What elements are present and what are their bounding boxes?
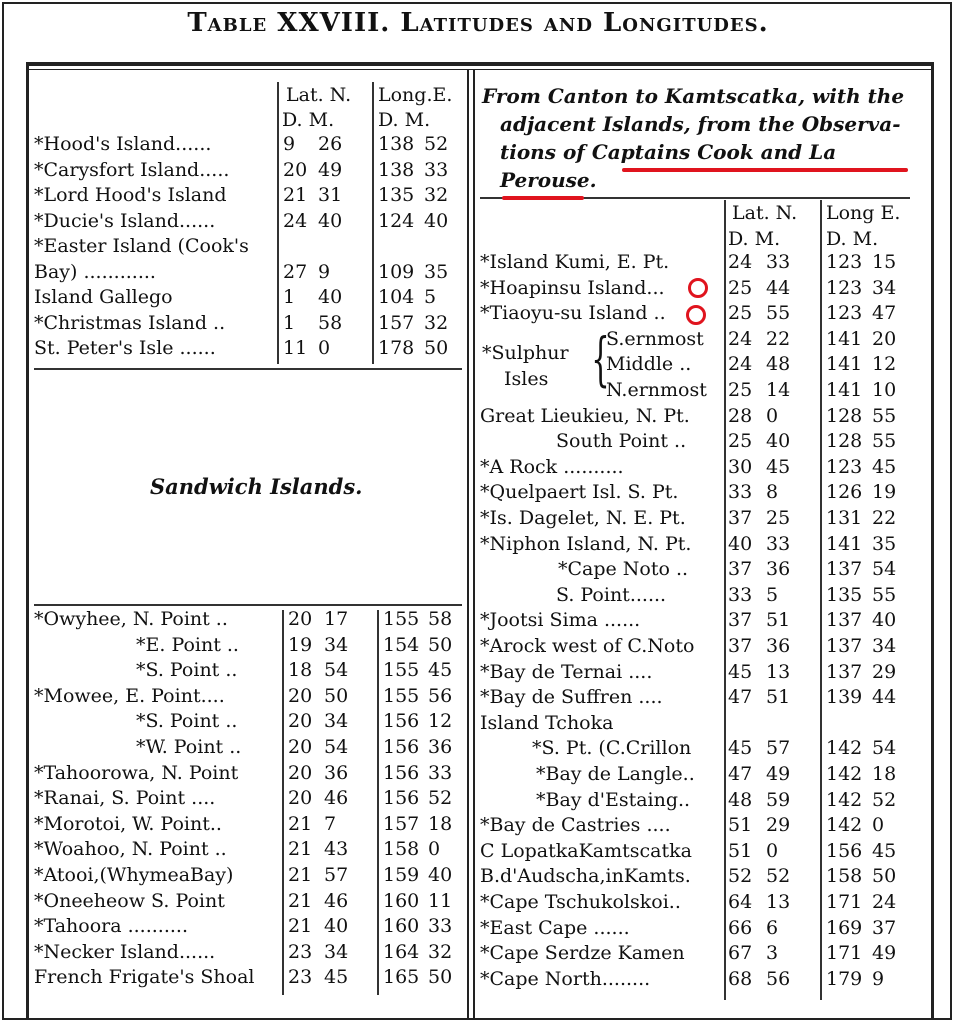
left-lat-header: Lat. N.	[286, 84, 352, 106]
row-long-min: 24	[872, 891, 897, 913]
row-long-min: 44	[872, 686, 897, 709]
row-long-deg: 171	[826, 891, 863, 913]
row-lat-min: 51	[766, 686, 791, 709]
row-long-min: 50	[424, 337, 449, 359]
row-name: *East Cape ......	[480, 916, 630, 939]
row-lat-deg: 37	[728, 609, 753, 632]
row-lat-min: 46	[324, 787, 349, 810]
row-lat-deg: 47	[728, 686, 753, 709]
row-lat-min: 34	[324, 710, 349, 733]
row-name: *Morotoi, W. Point..	[34, 812, 222, 835]
row-long-deg: 137	[826, 660, 863, 683]
center-divider-inner	[473, 70, 475, 1020]
row-lat-min: 0	[766, 839, 779, 862]
row-name: Bay) ............	[34, 260, 156, 283]
left-long-header: Long.E.	[378, 84, 453, 106]
row-long-min: 12	[428, 710, 453, 733]
row-name: *Bay de Suffren ....	[480, 686, 663, 709]
row-long-min: 34	[872, 635, 897, 657]
row-name: *Arock west of C.Noto	[480, 635, 695, 657]
row-lat-deg: 1	[283, 286, 296, 308]
row-long-deg: 160	[383, 915, 420, 938]
row-lat-deg: 33	[728, 583, 753, 606]
row-long-min: 45	[428, 659, 453, 682]
row-long-deg: 104	[378, 286, 415, 308]
row-lat-min: 40	[318, 286, 343, 308]
row-long-min: 54	[872, 558, 897, 581]
row-lat-min: 52	[766, 865, 791, 888]
row-name: *Bay de Ternai ....	[480, 660, 653, 683]
section-title-sandwich: Sandwich Islands.	[150, 474, 363, 499]
caption-line-1: From Canton to Kamtscatka, with the	[482, 84, 905, 108]
left-bottom-section-rule	[34, 604, 462, 606]
group-brace-icon: {	[591, 325, 610, 393]
row-name: *Ranai, S. Point ....	[34, 787, 216, 810]
row-long-deg: 141	[826, 353, 863, 376]
row-long-deg: 123	[826, 455, 863, 478]
row-lat-min: 45	[324, 966, 349, 989]
row-name: *Tahoorowa, N. Point	[34, 761, 239, 784]
left-long-rule-lower	[377, 610, 379, 995]
row-lat-min: 36	[324, 761, 349, 784]
row-lat-deg: 21	[288, 838, 313, 861]
row-long-min: 35	[872, 532, 897, 555]
row-long-deg: 155	[383, 608, 420, 630]
row-lat-deg: 21	[288, 864, 313, 886]
row-name: *S. Point ..	[136, 710, 238, 733]
row-lat-deg: 24	[728, 353, 753, 376]
row-long-deg: 165	[383, 966, 420, 989]
row-long-min: 55	[872, 583, 897, 606]
row-name: *E. Point ..	[136, 633, 239, 656]
row-lat-min: 25	[766, 507, 791, 529]
row-lat-min: 57	[766, 737, 791, 760]
row-lat-min: 56	[766, 967, 791, 990]
row-lat-min: 55	[766, 302, 791, 325]
row-lat-min: 6	[766, 916, 779, 939]
row-lat-min: 17	[324, 608, 349, 630]
row-lat-min: 40	[766, 430, 791, 453]
row-long-min: 33	[428, 761, 453, 784]
row-long-deg: 123	[826, 302, 863, 325]
row-lat-min: 0	[318, 337, 331, 359]
row-name: *Is. Dagelet, N. E. Pt.	[480, 507, 686, 529]
row-name: *Atooi,(WhymeaBay)	[34, 864, 234, 886]
row-name: Island Gallego	[34, 286, 173, 308]
row-long-min: 50	[872, 865, 897, 888]
row-lat-deg: 67	[728, 942, 753, 965]
red-circle-hoapinsu	[688, 278, 708, 298]
row-lat-deg: 19	[288, 633, 313, 656]
row-long-min: 32	[424, 311, 449, 334]
row-lat-deg: 25	[728, 276, 753, 299]
row-name: *Christmas Island ..	[34, 311, 226, 334]
row-long-deg: 123	[826, 251, 863, 273]
right-dm-header-2: D. M.	[826, 228, 879, 250]
row-long-deg: 142	[826, 814, 863, 837]
row-long-min: 52	[428, 787, 453, 810]
row-long-min: 15	[872, 251, 897, 273]
left-lat-rule-lower	[282, 610, 284, 995]
row-long-deg: 141	[826, 532, 863, 555]
caption-line-4: Perouse.	[500, 168, 597, 192]
row-long-deg: 135	[826, 583, 863, 606]
row-lat-min: 54	[324, 736, 349, 758]
right-long-header: Long E.	[826, 202, 901, 224]
row-long-deg: 155	[383, 684, 420, 707]
row-name: *S. Pt. (C.Crillon	[532, 737, 692, 760]
row-name: *Carysfort Island.....	[34, 158, 230, 181]
row-long-deg: 157	[383, 812, 420, 835]
row-lat-deg: 18	[288, 659, 313, 682]
red-underline-captains	[622, 168, 908, 172]
row-long-min: 0	[872, 814, 885, 837]
row-name: *Hoapinsu Island...	[480, 276, 665, 299]
row-lat-deg: 37	[728, 558, 753, 581]
row-name: S.ernmost	[606, 327, 704, 350]
row-long-min: 56	[428, 684, 453, 707]
row-long-min: 50	[428, 633, 453, 656]
row-lat-deg: 40	[728, 532, 753, 555]
row-lat-deg: 25	[728, 302, 753, 325]
row-name: *Bay de Castries ....	[480, 814, 671, 837]
row-long-deg: 139	[826, 686, 863, 709]
left-lat-rule	[277, 82, 279, 364]
row-lat-min: 33	[766, 532, 791, 555]
row-long-deg: 141	[826, 327, 863, 350]
row-long-deg: 156	[383, 736, 420, 758]
row-name: *Quelpaert Isl. S. Pt.	[480, 481, 679, 504]
row-long-min: 9	[872, 967, 885, 990]
row-lat-deg: 33	[728, 481, 753, 504]
row-lat-min: 49	[766, 763, 791, 785]
row-name: *Ducie's Island......	[34, 209, 216, 232]
row-name: *Woahoo, N. Point ..	[34, 838, 227, 861]
row-name: *Mowee, E. Point....	[34, 684, 225, 707]
row-long-min: 5	[424, 286, 437, 308]
row-lat-min: 22	[766, 327, 791, 350]
left-dm-header-2: D. M.	[378, 109, 431, 131]
row-lat-min: 8	[766, 481, 779, 504]
row-long-deg: 179	[826, 967, 863, 990]
row-long-deg: 137	[826, 558, 863, 581]
row-long-min: 45	[872, 839, 897, 862]
row-name: *W. Point ..	[136, 736, 242, 758]
row-lat-min: 9	[318, 260, 331, 283]
row-lat-min: 0	[766, 404, 779, 427]
row-lat-min: 34	[324, 940, 349, 963]
row-long-deg: 138	[378, 158, 415, 181]
row-name: Island Tchoka	[480, 711, 614, 734]
row-long-deg: 109	[378, 260, 415, 283]
row-lat-min: 3	[766, 942, 779, 965]
row-name: C LopatkaKamtscatka	[480, 839, 692, 862]
row-lat-deg: 21	[283, 184, 308, 206]
row-lat-deg: 47	[728, 763, 753, 785]
row-long-deg: 138	[378, 133, 415, 155]
row-lat-min: 31	[318, 184, 343, 206]
caption-line-2: adjacent Islands, from the Observa-	[500, 112, 901, 136]
row-lat-min: 7	[324, 812, 337, 835]
row-lat-min: 54	[324, 659, 349, 682]
row-long-min: 33	[424, 158, 449, 181]
row-long-min: 40	[424, 209, 449, 232]
row-long-min: 55	[872, 404, 897, 427]
row-lat-deg: 48	[728, 788, 753, 811]
row-long-deg: 171	[826, 942, 863, 965]
row-name: *Tiaoyu-su Island ..	[480, 302, 666, 325]
row-lat-min: 40	[324, 915, 349, 938]
row-long-min: 11	[428, 889, 453, 912]
row-long-deg: 155	[383, 659, 420, 682]
center-divider	[467, 70, 469, 1020]
row-long-min: 18	[428, 812, 453, 835]
row-lat-min: 43	[324, 838, 349, 861]
row-long-deg: 141	[826, 379, 863, 401]
row-name: *A Rock ..........	[480, 455, 624, 478]
row-long-min: 12	[872, 353, 897, 376]
row-lat-deg: 20	[283, 158, 308, 181]
row-long-min: 10	[872, 379, 897, 401]
row-name: B.d'Audscha,inKamts.	[480, 865, 691, 888]
left-top-section-rule	[34, 368, 462, 370]
row-name: *Bay de Langle..	[536, 763, 695, 785]
row-lat-deg: 23	[288, 940, 313, 963]
right-lat-rule	[724, 200, 726, 1000]
row-long-min: 45	[872, 455, 897, 478]
row-lat-min: 33	[766, 251, 791, 273]
row-lat-min: 45	[766, 455, 791, 478]
row-long-min: 36	[428, 736, 453, 758]
row-long-min: 52	[424, 133, 449, 155]
row-long-min: 40	[428, 864, 453, 886]
row-name: *Cape Noto ..	[558, 558, 689, 581]
row-lat-deg: 51	[728, 814, 753, 837]
row-long-deg: 142	[826, 788, 863, 811]
row-lat-deg: 24	[283, 209, 308, 232]
row-lat-deg: 1	[283, 311, 296, 334]
row-long-deg: 154	[383, 633, 420, 656]
row-lat-min: 59	[766, 788, 791, 811]
row-long-min: 33	[428, 915, 453, 938]
row-lat-min: 14	[766, 379, 791, 401]
row-long-deg: 156	[383, 787, 420, 810]
row-name: *Cape Tschukolskoi..	[480, 891, 681, 913]
row-lat-min: 44	[766, 276, 791, 299]
row-long-min: 55	[872, 430, 897, 453]
row-long-deg: 131	[826, 507, 863, 529]
row-lat-deg: 9	[283, 133, 296, 155]
row-lat-deg: 45	[728, 737, 753, 760]
row-lat-min: 58	[318, 311, 343, 334]
caption-line-3: tions of Captains Cook and La	[500, 140, 837, 164]
row-lat-deg: 24	[728, 251, 753, 273]
row-lat-deg: 20	[288, 761, 313, 784]
red-underline-perouse	[502, 196, 584, 200]
row-long-deg: 169	[826, 916, 863, 939]
row-name: *Tahoora ..........	[34, 915, 188, 938]
row-name: *Owyhee, N. Point ..	[34, 608, 228, 630]
sulphur-label: *Sulphur	[482, 342, 569, 364]
row-long-deg: 137	[826, 635, 863, 657]
row-lat-deg: 21	[288, 812, 313, 835]
row-lat-deg: 51	[728, 839, 753, 862]
row-lat-min: 48	[766, 353, 791, 376]
row-long-deg: 142	[826, 763, 863, 785]
row-name: *Cape Serdze Kamen	[480, 942, 685, 965]
row-long-deg: 124	[378, 209, 415, 232]
row-long-deg: 156	[826, 839, 863, 862]
row-lat-min: 26	[318, 133, 343, 155]
red-circle-tiaoyu	[686, 305, 706, 325]
row-lat-deg: 37	[728, 507, 753, 529]
row-lat-deg: 52	[728, 865, 753, 888]
row-name: *Easter Island (Cook's	[34, 235, 249, 257]
row-long-deg: 123	[826, 276, 863, 299]
row-lat-min: 36	[766, 558, 791, 581]
row-lat-min: 29	[766, 814, 791, 837]
right-lat-header: Lat. N.	[732, 202, 798, 224]
row-lat-min: 13	[766, 660, 791, 683]
row-lat-deg: 25	[728, 430, 753, 453]
row-lat-min: 46	[324, 889, 349, 912]
row-lat-deg: 20	[288, 787, 313, 810]
row-long-min: 20	[872, 327, 897, 350]
row-lat-deg: 24	[728, 327, 753, 350]
row-name: *Bay d'Estaing..	[536, 788, 691, 811]
row-lat-deg: 20	[288, 608, 313, 630]
row-name: *Necker Island......	[34, 940, 216, 963]
left-dm-header-1: D. M.	[282, 109, 335, 131]
row-lat-deg: 68	[728, 967, 753, 990]
row-name: *Island Kumi, E. Pt.	[480, 251, 670, 273]
row-long-deg: 178	[378, 337, 415, 359]
row-long-deg: 159	[383, 864, 420, 886]
right-long-rule	[820, 200, 822, 1000]
row-long-deg: 142	[826, 737, 863, 760]
row-long-min: 29	[872, 660, 897, 683]
row-name: Middle ..	[606, 353, 692, 376]
row-lat-deg: 28	[728, 404, 753, 427]
row-long-deg: 135	[378, 184, 415, 206]
row-lat-deg: 11	[283, 337, 308, 359]
row-long-deg: 158	[826, 865, 863, 888]
row-long-deg: 164	[383, 940, 420, 963]
row-long-deg: 158	[383, 838, 420, 861]
row-name: *Jootsi Sima ......	[480, 609, 641, 632]
row-lat-deg: 30	[728, 455, 753, 478]
row-long-min: 50	[428, 966, 453, 989]
row-long-min: 52	[872, 788, 897, 811]
row-name: S. Point......	[556, 583, 667, 606]
row-name: Great Lieukieu, N. Pt.	[480, 404, 690, 427]
row-name: N.ernmost	[606, 379, 707, 401]
row-lat-deg: 20	[288, 736, 313, 758]
row-long-min: 54	[872, 737, 897, 760]
row-long-deg: 156	[383, 710, 420, 733]
row-lat-deg: 37	[728, 635, 753, 657]
row-name: *Cape North........	[480, 967, 651, 990]
row-long-deg: 128	[826, 404, 863, 427]
row-name: *S. Point ..	[136, 659, 238, 682]
row-name: *Oneeheow S. Point	[34, 889, 225, 912]
row-long-deg: 137	[826, 609, 863, 632]
row-name: St. Peter's Isle ......	[34, 337, 216, 359]
row-lat-min: 5	[766, 583, 779, 606]
page-title: Table XXVIII. Latitudes and Longitudes.	[187, 8, 769, 38]
row-lat-min: 13	[766, 891, 791, 913]
row-long-deg: 126	[826, 481, 863, 504]
row-long-min: 49	[872, 942, 897, 965]
row-lat-min: 49	[318, 158, 343, 181]
row-lat-deg: 27	[283, 260, 308, 283]
row-name: *Lord Hood's Island	[34, 184, 227, 206]
row-long-min: 34	[872, 276, 897, 299]
row-long-min: 22	[872, 507, 897, 529]
row-name: *Niphon Island, N. Pt.	[480, 532, 692, 555]
row-lat-min: 57	[324, 864, 349, 886]
row-lat-deg: 21	[288, 889, 313, 912]
row-lat-min: 51	[766, 609, 791, 632]
row-long-min: 37	[872, 916, 897, 939]
row-lat-min: 36	[766, 635, 791, 657]
row-lat-min: 50	[324, 684, 349, 707]
row-name: *Hood's Island......	[34, 133, 212, 155]
row-lat-deg: 23	[288, 966, 313, 989]
row-lat-deg: 45	[728, 660, 753, 683]
row-lat-deg: 25	[728, 379, 753, 401]
row-long-min: 18	[872, 763, 897, 785]
row-long-min: 40	[872, 609, 897, 632]
row-lat-deg: 20	[288, 710, 313, 733]
row-long-deg: 160	[383, 889, 420, 912]
row-lat-deg: 66	[728, 916, 753, 939]
row-long-min: 0	[428, 838, 441, 861]
right-dm-header-1: D. M.	[728, 228, 781, 250]
row-long-deg: 156	[383, 761, 420, 784]
row-long-deg: 128	[826, 430, 863, 453]
row-lat-min: 40	[318, 209, 343, 232]
row-long-min: 47	[872, 302, 897, 325]
isles-label: Isles	[504, 368, 549, 390]
row-long-deg: 157	[378, 311, 415, 334]
left-long-rule	[372, 82, 374, 364]
row-lat-deg: 20	[288, 684, 313, 707]
row-lat-deg: 64	[728, 891, 753, 913]
row-lat-min: 34	[324, 633, 349, 656]
row-name: French Frigate's Shoal	[34, 966, 255, 989]
row-long-min: 19	[872, 481, 897, 504]
row-long-min: 58	[428, 608, 453, 630]
row-long-min: 35	[424, 260, 449, 283]
row-lat-deg: 21	[288, 915, 313, 938]
row-name: South Point ..	[556, 430, 687, 453]
row-long-min: 32	[424, 184, 449, 206]
row-long-min: 32	[428, 940, 453, 963]
